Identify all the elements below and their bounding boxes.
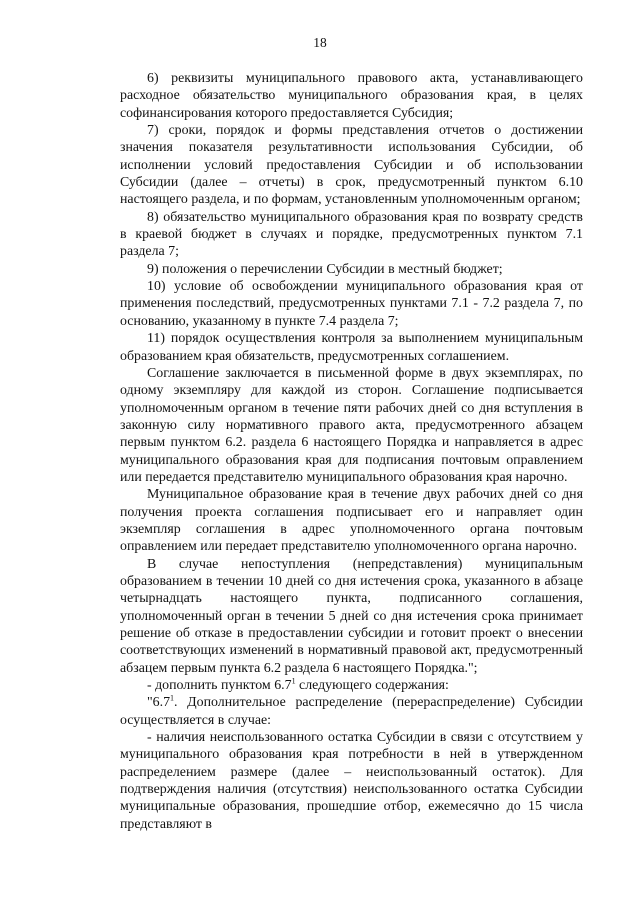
paragraph-unused-balance: - наличия неиспользованного остатка Субсидии в связи с отсутствием у муниципального образования края потребности в ней в утвержденном распределением размере (далее – неиспользованный остаток). Для подтверждения наличия (отсутствия) неиспользованного остатка Субсидии муниципальные образования, прошедшие отбор, ежемесячно до 15 числа представляют в [120, 730, 583, 832]
addition-superscript: 1 [291, 676, 296, 686]
addition-text-after: следующего содержания: [295, 678, 449, 694]
document-body [120, 70, 583, 833]
addition-text-before: - дополнить пунктом 6.7 [147, 678, 292, 694]
page-number: 18 [313, 35, 327, 50]
paragraph-item-9: 9) положения о перечислении Субсидии в местный бюджет; [147, 261, 503, 277]
paragraph-item-6: 6) реквизиты муниципального правового акта, устанавливающего расходное обязательство муниципального образования края, в целях софинансирования которого предоставляется Субсидия; [120, 71, 583, 121]
paragraph-agreement-signing: Соглашение заключается в письменной форме в двух экземплярах, по одному экземпляру для каждой из сторон. Соглашение подписывается уполномоченным органом в течение пяти рабочих дней со дня вступления в законную силу нормативного правого акта, предусмотренного абзацем первым пунктом 6.2. раздела 6 настоящего Порядка и направляется в адрес муниципального образования края для подписания почтовым оправлением или передается представителю муниципального образования края нарочно. [120, 365, 583, 485]
paragraph-item-10: 10) условие об освобождении муниципального образования края от применения последствий, предусмотренных пунктами 7.1 - 7.2 раздела 7, по основанию, указанному в пункте 7.4 раздела 7; [120, 279, 583, 329]
paragraph-clause-6-7-1 [120, 694, 583, 729]
paragraph-addition-clause [120, 677, 583, 694]
paragraph-item-11: 11) порядок осуществления контроля за выполнением муниципальным образованием края обязательств, предусмотренных соглашением. [120, 331, 583, 364]
paragraph-item-8: 8) обязательство муниципального образования края по возврату средств в краевой бюджет в случаях и порядке, предусмотренных пунктом 7.1 раздела 7; [120, 209, 583, 260]
quote-text-after: . Дополнительное распределение (перераспределение) Субсидии осуществляется в случае: [120, 695, 583, 728]
paragraph-municipality-signing: Муниципальное образование края в течение двух рабочих дней со дня получения проекта соглашения подписывает его и направляет один экземпляр соглашения в адрес уполномоченного органа почтовым оправлением или передает представителю уполномоченного органа нарочно. [120, 487, 583, 555]
quote-text-before: "6.7 [147, 695, 171, 711]
quote-superscript: 1 [170, 693, 175, 703]
paragraph-item-7: 7) сроки, порядок и формы представления отчетов о достижении значения показателя результативности использования Субсидии, об исполнении условий предоставления Субсидии и об использовании Субсидии (далее – отчеты) в срок, предусмотренный пунктом 6.10 настоящего раздела, и по формам, установленным уполномоченным органом; [120, 123, 583, 208]
paragraph-non-receipt: В случае непоступления (непредставления) муниципальным образованием в течении 10 дней со дня истечения срока, указанного в абзаце четырнадцать настоящего пункта, подписанного соглашения, уполномоченный орган в течении 5 дней со дня истечения срока принимает решение об отказе в предоставлении субсидии и готовит проект о внесении соответствующих изменений в нормативный правовой акт, предусмотренный абзацем первым пункта 6.2 раздела 6 настоящего Порядка."; [120, 556, 583, 676]
